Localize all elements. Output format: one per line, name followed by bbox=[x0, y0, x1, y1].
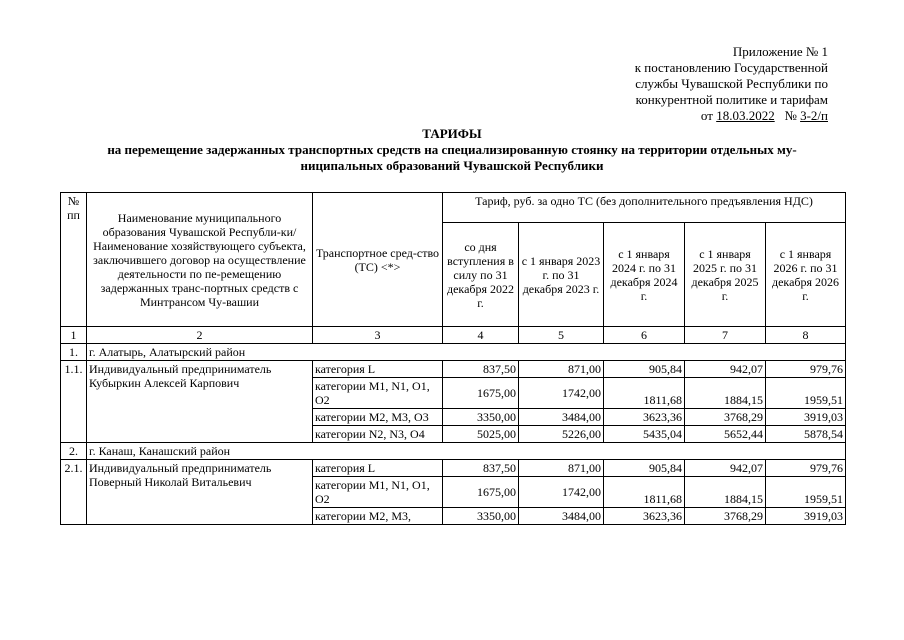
header-period: со дня вступления в силу по 31 декабря 2022 г. bbox=[443, 223, 519, 327]
tariff-value: 5435,04 bbox=[604, 426, 685, 443]
section-row bbox=[61, 443, 846, 460]
tariff-value: 1884,15 bbox=[685, 477, 766, 508]
section-row bbox=[61, 344, 846, 361]
category: категория L bbox=[313, 361, 443, 378]
tariff-value: 3919,03 bbox=[766, 508, 846, 525]
tariff-value: 3350,00 bbox=[443, 508, 519, 525]
entity-name: Индивидуальный предприниматель Кубыркин Алексей Карпович bbox=[87, 361, 313, 443]
tariff-value: 979,76 bbox=[766, 361, 846, 378]
tariff-value: 5878,54 bbox=[766, 426, 846, 443]
document-subtitle bbox=[80, 142, 824, 174]
header-period: с 1 января 2025 г. по 31 декабря 2025 г. bbox=[685, 223, 766, 327]
tariff-value: 5025,00 bbox=[443, 426, 519, 443]
tariff-value: 3623,36 bbox=[604, 409, 685, 426]
tariff-value: 905,84 bbox=[604, 361, 685, 378]
tariff-value: 942,07 bbox=[685, 361, 766, 378]
column-number: 6 bbox=[604, 327, 685, 344]
column-number: 7 bbox=[685, 327, 766, 344]
header-num: № пп bbox=[61, 193, 87, 327]
tariff-value: 1675,00 bbox=[443, 378, 519, 409]
header-tariff-group: Тариф, руб. за одно ТС (без дополнительного предъявления НДС) bbox=[443, 193, 846, 223]
annex-date: 18.03.2022 bbox=[716, 108, 775, 123]
tariff-value: 3768,29 bbox=[685, 409, 766, 426]
annex-number: 3-2/п bbox=[800, 108, 828, 123]
annex-line-5 bbox=[635, 108, 828, 124]
document-title: ТАРИФЫ bbox=[422, 126, 482, 141]
tariff-value: 1742,00 bbox=[519, 378, 604, 409]
tariff-value: 1884,15 bbox=[685, 378, 766, 409]
annex-block bbox=[635, 44, 828, 124]
tariff-value: 5226,00 bbox=[519, 426, 604, 443]
tariff-value: 1959,51 bbox=[766, 477, 846, 508]
tariff-value: 1675,00 bbox=[443, 477, 519, 508]
sub-num: 2.1. bbox=[61, 460, 87, 525]
tariff-value: 3623,36 bbox=[604, 508, 685, 525]
annex-line-3: службы Чувашской Республики по bbox=[635, 76, 828, 91]
sub-num: 1.1. bbox=[61, 361, 87, 443]
header-period: с 1 января 2023 г. по 31 декабря 2023 г. bbox=[519, 223, 604, 327]
annex-from: от bbox=[700, 108, 713, 123]
category: категории M2, M3, bbox=[313, 508, 443, 525]
category: категории M2, M3, O3 bbox=[313, 409, 443, 426]
column-numbers-row bbox=[61, 327, 846, 344]
tariff-value: 3484,00 bbox=[519, 409, 604, 426]
entity-name: Индивидуальный предприниматель Поверный Николай Витальевич bbox=[87, 460, 313, 525]
column-number: 8 bbox=[766, 327, 846, 344]
tariff-value: 1811,68 bbox=[604, 378, 685, 409]
annex-num-sign: № bbox=[784, 108, 797, 123]
column-number: 5 bbox=[519, 327, 604, 344]
annex-line-4: конкурентной политике и тарифам bbox=[635, 92, 828, 107]
subtitle-line-1: на перемещение задержанных транспортных средств на специализированную стоянку на территории отдельных му- bbox=[107, 142, 797, 157]
tariff-value: 3768,29 bbox=[685, 508, 766, 525]
tariff-value: 942,07 bbox=[685, 460, 766, 477]
tariff-value: 3484,00 bbox=[519, 508, 604, 525]
tariff-value: 1959,51 bbox=[766, 378, 846, 409]
category: категории N2, N3, O4 bbox=[313, 426, 443, 443]
category: категория L bbox=[313, 460, 443, 477]
section-num: 2. bbox=[61, 443, 87, 460]
annex-line-2: к постановлению Государственной bbox=[634, 60, 828, 75]
column-number: 1 bbox=[61, 327, 87, 344]
tariff-value: 905,84 bbox=[604, 460, 685, 477]
subtitle-line-2: ниципальных образований Чувашской Республики bbox=[300, 158, 604, 173]
category: категории M1, N1, O1, O2 bbox=[313, 477, 443, 508]
column-number: 3 bbox=[313, 327, 443, 344]
section-title: г. Алатырь, Алатырский район bbox=[87, 344, 846, 361]
header-ts: Транспортное сред-ство (ТС) <*> bbox=[313, 193, 443, 327]
tariff-value: 1742,00 bbox=[519, 477, 604, 508]
tariff-value: 3919,03 bbox=[766, 409, 846, 426]
tariff-value: 837,50 bbox=[443, 361, 519, 378]
tariff-value: 979,76 bbox=[766, 460, 846, 477]
column-number: 4 bbox=[443, 327, 519, 344]
tariff-value: 871,00 bbox=[519, 460, 604, 477]
section-num: 1. bbox=[61, 344, 87, 361]
table-row bbox=[61, 460, 846, 477]
category: категории M1, N1, O1, O2 bbox=[313, 378, 443, 409]
tariff-value: 3350,00 bbox=[443, 409, 519, 426]
section-title: г. Канаш, Канашский район bbox=[87, 443, 846, 460]
header-period: с 1 января 2026 г. по 31 декабря 2026 г. bbox=[766, 223, 846, 327]
tariff-value: 1811,68 bbox=[604, 477, 685, 508]
annex-line-1: Приложение № 1 bbox=[732, 44, 828, 59]
tariff-table bbox=[60, 192, 846, 525]
header-name: Наименование муниципального образования Чувашской Республи-ки/ Наименование хозяйствующего субъекта, заключившего договор на осуществление деятельности по пе-ремещению задержанных транс-портных средств с Минтрансом Чу-вашии bbox=[87, 193, 313, 327]
tariff-value: 837,50 bbox=[443, 460, 519, 477]
tariff-value: 871,00 bbox=[519, 361, 604, 378]
column-number: 2 bbox=[87, 327, 313, 344]
header-period: с 1 января 2024 г. по 31 декабря 2024 г. bbox=[604, 223, 685, 327]
tariff-value: 5652,44 bbox=[685, 426, 766, 443]
table-row bbox=[61, 361, 846, 378]
